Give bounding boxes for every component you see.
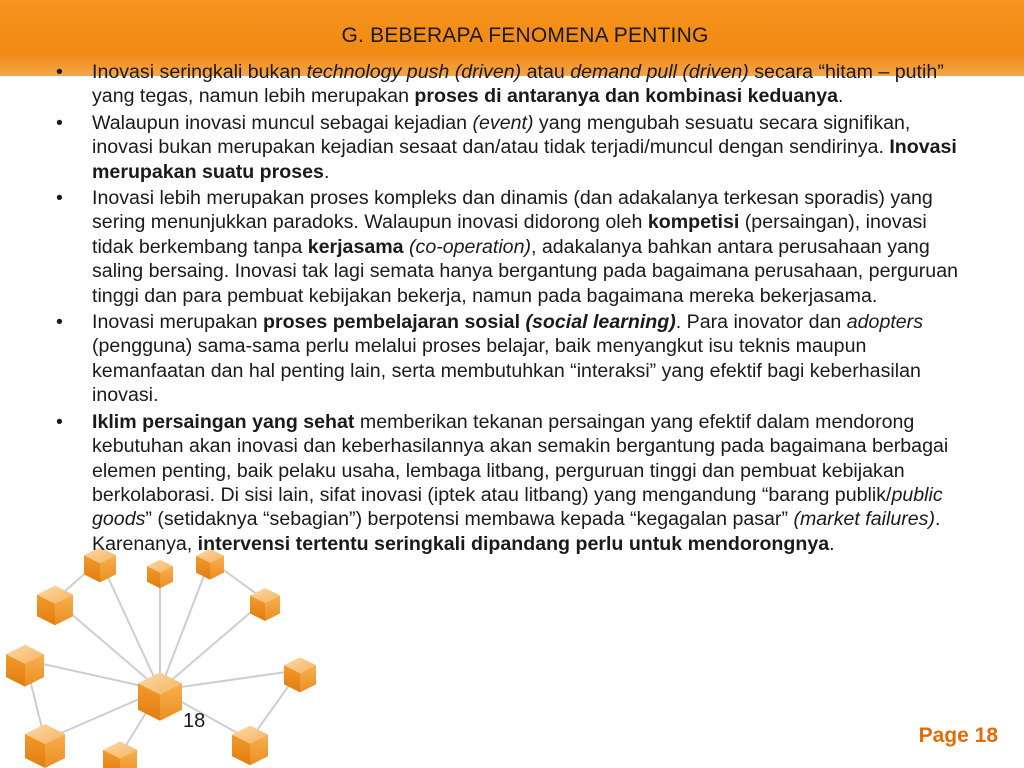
bullet-text-segment: Iklim persaingan yang sehat [92,410,355,433]
bullet-text-segment: secara “hitam – putih” yang tegas, namun lebih merupakan [92,61,944,108]
bullet-item [56,111,966,184]
slide-number: 18 [183,710,206,732]
bullet-text-segment: kompetisi [647,211,740,234]
bullet-text-segment: Inovasi merupakan [92,311,263,334]
bullet-text-segment: Inovasi lebih merupakan proses kompleks dan dinamis (dan adakalanya terkesan sporadis) yang sering menunjukkan paradoks. Walaupun inovasi didorong oleh [92,187,933,234]
bullet-text-segment: ” (setidaknya “sebagian”) berpotensi membawa kepada “kegagalan pasar” [145,508,794,531]
bullet-item [56,310,966,408]
bullet-dot-icon: • [56,187,63,210]
bullet-text-segment: intervensi tertentu seringkali dipandang perlu untuk mendorongnya [197,532,830,555]
bullet-dot-icon: • [56,111,63,134]
bullet-dot-icon: • [56,61,63,83]
bullet-text-segment: demand pull (driven) [570,61,749,83]
bullet-text-segment: , adakalanya bahkan antara perusahaan yang saling bersaing. Inovasi tak lagi semata hanya bergantung pada bagaimana perusahaan, perguruan tinggi dan para pembuat kebijakan bekerja, namun pada bagaimana mereka bekerjasama. [92,235,958,307]
bullet-text-segment: (social learning) [525,311,676,334]
bullet-item [56,60,966,109]
bullet-text-segment: adopters [846,311,924,334]
bullet-text-segment: . [323,160,330,183]
bullet-text-segment: (pengguna) sama-sama perlu melalui proses belajar, baik menyangkut isu teknis maupun kemanfaatan dan hal penting lain, serta membutuhkan “interaksi” yang efektif bagi keberhasilan inovasi. [92,335,921,407]
network-cubes-icon [0,540,360,768]
bullet-text-segment: technology push (driven) [306,61,522,83]
bullet-text-segment: Walaupun inovasi muncul sebagai kejadian [92,111,473,134]
bullet-text-segment: proses di antaranya dan kombinasi keduanya [414,85,839,108]
bullet-text-segment: (market failures) [793,508,935,531]
bullet-text-segment: public goods [92,483,943,531]
slide-title: G. BEBERAPA FENOMENA PENTING [341,24,709,47]
bullet-text-segment: Inovasi seringkali bukan [92,61,307,83]
bullet-text-segment: Inovasi merupakan suatu proses [92,136,957,183]
bullet-item [56,410,966,556]
bullet-text-segment: (co-operation) [409,235,531,258]
page-label: Page 18 [918,724,998,747]
bullet-text-segment: kerjasama [307,235,404,258]
bullet-text-segment: . Para inovator dan [675,311,847,334]
bullet-text-segment: memberikan tekanan persaingan yang efektif dalam mendorong kebutuhan akan inovasi dan keberhasilannya akan semakin bergantung pada bagaimana berbagai elemen penting, baik pelaku usaha, lembaga litbang, perguruan tinggi dan pembuat kebijakan berkolaborasi. Di sisi lain, sifat inovasi (iptek atau litbang) yang mengandung “barang publik/ [92,410,949,506]
bullet-dot-icon: • [56,410,63,433]
bullet-text-segment: yang mengubah sesuatu secara signifikan, inovasi bukan merupakan kejadian sesaat dan/atau tidak terjadi/muncul dengan sendirinya. [92,111,911,159]
bullet-dot-icon: • [56,311,63,334]
bullet-text-segment: atau [521,61,571,83]
bullet-text-segment: . Karenanya, [92,508,941,555]
bullet-text-segment: (event) [472,111,534,134]
bullet-list [56,60,966,558]
bullet-text-segment: . [838,85,844,108]
bullet-text-segment: proses pembelajaran sosial [263,311,526,334]
bullet-text-segment: (persaingan), inovasi tidak berkembang tanpa [92,211,927,258]
bullet-item [56,186,966,308]
bullet-text-segment: . [829,532,835,555]
